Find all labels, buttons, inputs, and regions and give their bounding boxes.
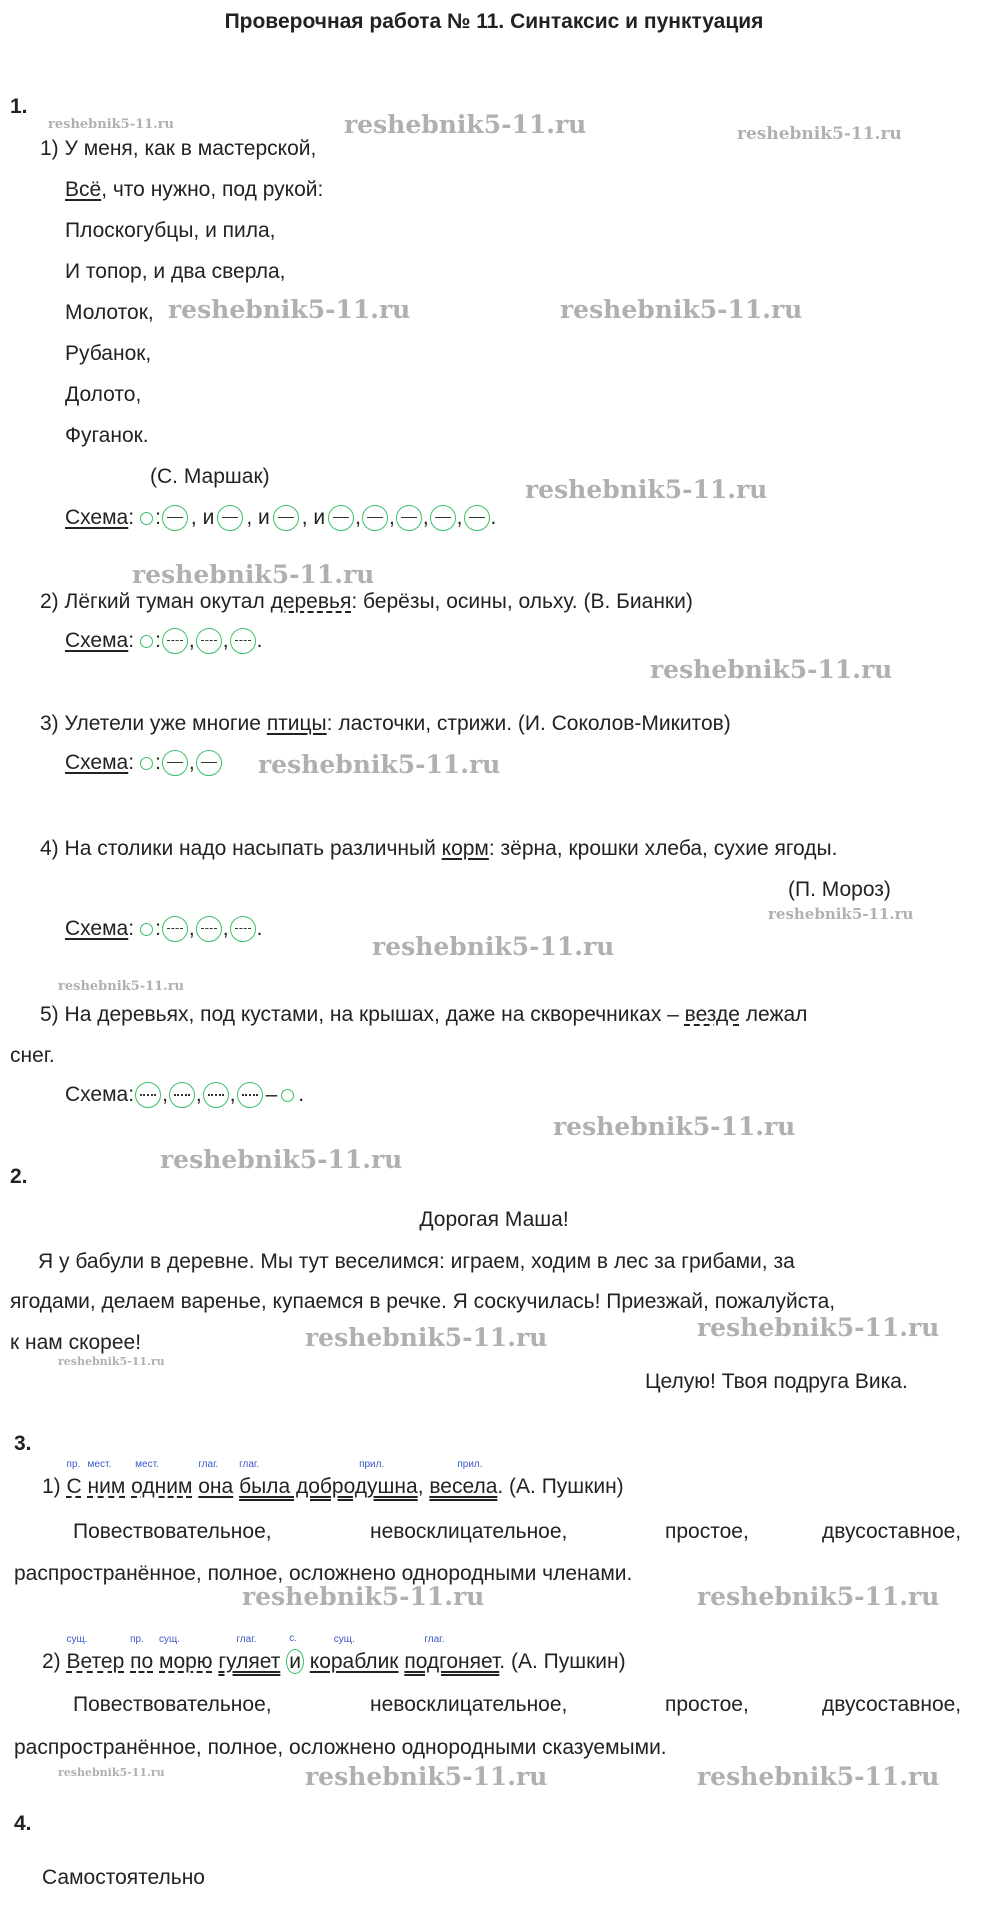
sentence-1-1-line-4: И топор, и два сверла, bbox=[65, 260, 286, 283]
letter-line-2: ягодами, делаем варенье, купаемся в речке. Я соскучилась! Приезжай, пожалуйста, bbox=[10, 1290, 836, 1313]
homogeneous-member-mark bbox=[196, 628, 222, 654]
sentence-1-1-line-6: Рубанок, bbox=[65, 342, 152, 365]
watermark: reshebnik5-11.ru bbox=[344, 110, 587, 139]
schema-2: Схема : : , , . bbox=[65, 629, 263, 652]
watermark: reshebnik5-11.ru bbox=[737, 124, 902, 144]
homogeneous-member-mark bbox=[196, 750, 222, 776]
watermark: reshebnik5-11.ru bbox=[697, 1582, 940, 1611]
sentence-1-1-line-2: Всё, что нужно, под рукой: bbox=[65, 178, 324, 201]
sentence-1-1-line-1: 1) У меня, как в мастерской, bbox=[40, 137, 317, 160]
watermark: reshebnik5-11.ru bbox=[697, 1762, 940, 1791]
homogeneous-member-mark bbox=[162, 628, 188, 654]
homogeneous-member-mark bbox=[328, 505, 354, 531]
homogeneous-member-mark bbox=[230, 628, 256, 654]
homogeneous-member-mark bbox=[273, 505, 299, 531]
desc-3-2-line-2: распространённое, полное, осложнено однородными сказуемыми. bbox=[14, 1736, 667, 1759]
conjunction-circle: с. и bbox=[286, 1649, 304, 1674]
desc-3-1-word-2: невосклицательное, bbox=[370, 1520, 568, 1543]
watermark: reshebnik5-11.ru bbox=[525, 475, 768, 504]
homogeneous-member-mark bbox=[203, 1082, 229, 1108]
watermark: reshebnik5-11.ru bbox=[58, 1355, 165, 1368]
homogeneous-member-mark bbox=[162, 916, 188, 942]
generalizing-word-mark bbox=[140, 923, 153, 936]
watermark: reshebnik5-11.ru bbox=[305, 1323, 548, 1352]
sentence-1-2: 2) Лёгкий туман окутал деревья: берёзы, осины, ольху. (В. Бианки) bbox=[40, 590, 693, 613]
author-moroz: (П. Мороз) bbox=[788, 878, 891, 901]
sentence-1-1-line-5: Молоток, bbox=[65, 301, 154, 324]
homogeneous-member-mark bbox=[135, 1082, 161, 1108]
task-3-number: 3. bbox=[14, 1432, 32, 1455]
desc-3-1-word-1: Повествовательное, bbox=[73, 1520, 272, 1543]
task-2-number: 2. bbox=[10, 1165, 28, 1188]
homogeneous-member-mark bbox=[162, 505, 188, 531]
sentence-1-1-line-7: Долото, bbox=[65, 383, 142, 406]
watermark: reshebnik5-11.ru bbox=[58, 979, 185, 994]
watermark: reshebnik5-11.ru bbox=[48, 117, 175, 132]
watermark: reshebnik5-11.ru bbox=[560, 295, 803, 324]
task-1-number: 1. bbox=[10, 95, 28, 118]
author-marshak: (С. Маршак) bbox=[150, 465, 270, 488]
watermark: reshebnik5-11.ru bbox=[697, 1313, 940, 1342]
generalizing-word-mark bbox=[140, 512, 153, 525]
watermark: reshebnik5-11.ru bbox=[242, 1582, 485, 1611]
watermark: reshebnik5-11.ru bbox=[305, 1762, 548, 1791]
sentence-1-3: 3) Улетели уже многие птицы: ласточки, стрижи. (И. Соколов-Микитов) bbox=[40, 712, 731, 735]
desc-3-2-word-4: двусоставное, bbox=[822, 1693, 962, 1716]
desc-3-1-word-3: простое, bbox=[665, 1520, 749, 1543]
watermark: reshebnik5-11.ru bbox=[58, 1766, 165, 1779]
letter-signature: Целую! Твоя подруга Вика. bbox=[645, 1370, 908, 1393]
page-title: Проверочная работа № 11. Синтаксис и пунктуация bbox=[224, 10, 764, 33]
schema-3: Схема : : , bbox=[65, 750, 223, 776]
desc-3-1-word-4: двусоставное, bbox=[822, 1520, 962, 1543]
desc-3-2-word-2: невосклицательное, bbox=[370, 1693, 568, 1716]
sentence-3-1: 1) пр. С мест. ним мест. одним глаг. она глаг. прил. была добродушна, прил. весела. (А. Пушкин) bbox=[42, 1459, 624, 1498]
letter-greeting: Дорогая Маша! bbox=[419, 1208, 569, 1231]
watermark: reshebnik5-11.ru bbox=[372, 932, 615, 961]
desc-3-1-line-2: распространённое, полное, осложнено однородными членами. bbox=[14, 1562, 633, 1585]
task-4-number: 4. bbox=[14, 1812, 32, 1835]
desc-3-2-word-1: Повествовательное, bbox=[73, 1693, 272, 1716]
watermark: reshebnik5-11.ru bbox=[650, 655, 893, 684]
sentence-1-4: 4) На столики надо насыпать различный корм: зёрна, крошки хлеба, сухие ягоды. bbox=[40, 837, 838, 860]
watermark: reshebnik5-11.ru bbox=[768, 905, 914, 923]
watermark: reshebnik5-11.ru bbox=[168, 295, 411, 324]
homogeneous-member-mark bbox=[396, 505, 422, 531]
homogeneous-member-mark bbox=[217, 505, 243, 531]
homogeneous-member-mark bbox=[430, 505, 456, 531]
homogeneous-member-mark bbox=[362, 505, 388, 531]
generalizing-word-mark bbox=[140, 635, 153, 648]
schema-5: Схема: , , , – . bbox=[65, 1083, 305, 1106]
homogeneous-member-mark bbox=[230, 916, 256, 942]
letter-line-1: Я у бабули в деревне. Мы тут веселимся: играем, ходим в лес за грибами, за bbox=[38, 1250, 795, 1273]
desc-3-2-word-3: простое, bbox=[665, 1693, 749, 1716]
generalizing-word-mark bbox=[140, 757, 153, 770]
task-4-answer: Самостоятельно bbox=[42, 1866, 205, 1889]
generalizing-word-mark bbox=[281, 1089, 294, 1102]
homogeneous-member-mark bbox=[162, 750, 188, 776]
sentence-3-2: 2) сущ. Ветер пр. по сущ. морю глаг. гуляет с. и сущ. кораблик глаг. подгоняет. (А. Пушкин) bbox=[42, 1633, 626, 1673]
sentence-1-1-line-3: Плоскогубцы, и пила, bbox=[65, 219, 276, 242]
sentence-1-1-line-8: Фуганок. bbox=[65, 424, 149, 447]
homogeneous-member-mark bbox=[464, 505, 490, 531]
sentence-1-5-line-2: снег. bbox=[10, 1044, 55, 1067]
homogeneous-member-mark bbox=[237, 1082, 263, 1108]
homogeneous-member-mark bbox=[169, 1082, 195, 1108]
homogeneous-member-mark bbox=[196, 916, 222, 942]
letter-line-3: к нам скорее! bbox=[10, 1331, 142, 1354]
sentence-1-5: 5) На деревьях, под кустами, на крышах, даже на скворечниках – везде лежал bbox=[40, 1003, 808, 1026]
watermark: reshebnik5-11.ru bbox=[160, 1145, 403, 1174]
schema-4: Схема : : , , . bbox=[65, 917, 263, 940]
schema-1: Схема : : , и , и , и , , , , . bbox=[65, 506, 497, 529]
watermark: reshebnik5-11.ru bbox=[258, 750, 501, 779]
watermark: reshebnik5-11.ru bbox=[132, 560, 375, 589]
watermark: reshebnik5-11.ru bbox=[553, 1112, 796, 1141]
